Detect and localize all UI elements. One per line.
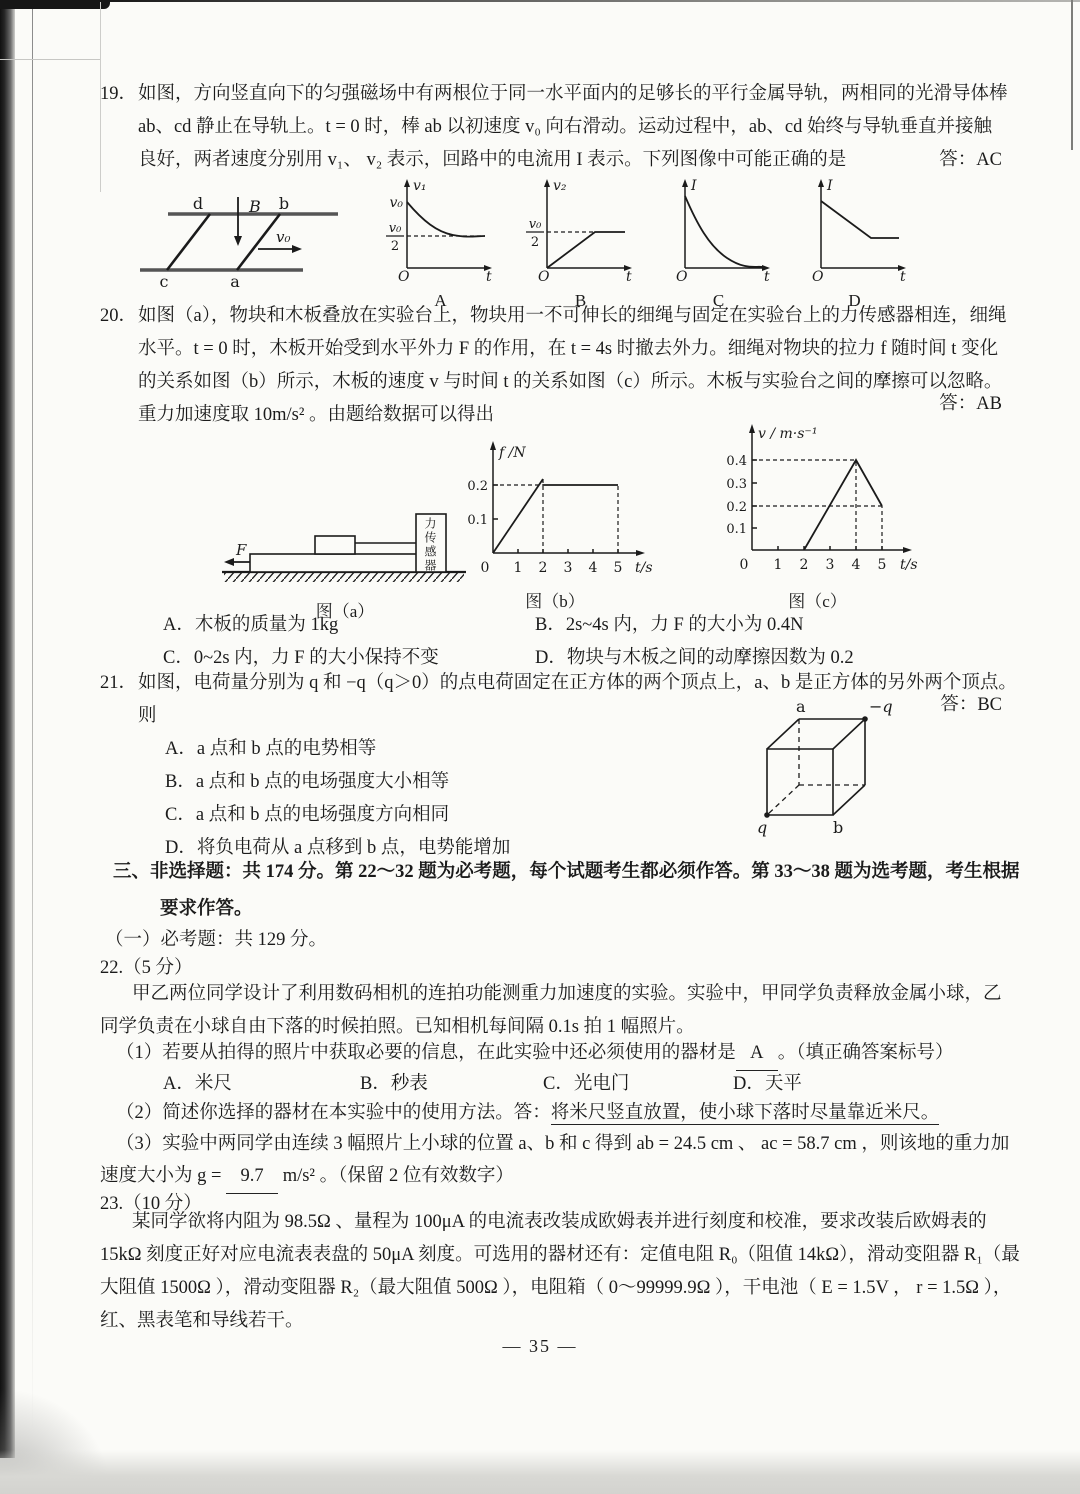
label-a: a (230, 272, 240, 291)
graph-b-svg (523, 176, 638, 284)
q21-option-d: D．将负电荷从 a 点移到 b 点，电势能增加 (165, 838, 511, 858)
label-q: q (757, 818, 768, 837)
scan-corner-mark (0, 0, 110, 9)
frac-num: v₀ (388, 221, 402, 236)
v0-arrow-right-icon (258, 245, 302, 253)
q20-answer: 答：AB (939, 394, 1002, 414)
fig-c-svg (710, 418, 925, 580)
force-sensor-label: 力传感器 (423, 517, 437, 573)
origin-label: O (812, 269, 824, 284)
q21-number: 21． (100, 673, 138, 693)
xtick-3: 3 (563, 560, 573, 576)
x-axis-label: t (900, 269, 906, 284)
cube-svg (745, 699, 905, 839)
ytick-0.2: 0.2 (467, 479, 488, 494)
q22-choice-c: C．光电门 (543, 1074, 630, 1094)
binding-edge (0, 0, 15, 1458)
q22-part3-answer-blank: 9.7 (226, 1160, 278, 1194)
section-3-line-2: 要求作答。 (160, 899, 253, 919)
fig-a (220, 498, 470, 622)
xtick-2: 2 (799, 557, 809, 573)
graph-b (523, 176, 638, 311)
fig-c-caption: 图（c） (788, 592, 847, 611)
q21-line-2: 则 (138, 706, 157, 726)
graph-b-caption: B (574, 291, 587, 310)
axes (749, 424, 912, 553)
q19-answer: 答：AC (939, 150, 1002, 170)
q22-choice-a: A．米尺 (163, 1074, 232, 1094)
y-axis-label: v₂ (553, 178, 567, 194)
q22-para-line-1: 甲乙两位同学设计了利用数码相机的连拍功能测重力加速度的实验。实验中，甲同学负责释放金属小球，乙 (132, 984, 1002, 1004)
label-d: d (192, 194, 204, 213)
q20-number: 20． (100, 306, 138, 326)
question-19 (100, 78, 1024, 177)
required-part-heading: （一）必考题：共 129 分。 (105, 930, 328, 950)
x-axis-label: t (486, 269, 492, 284)
label-neg-q: −q (869, 699, 893, 716)
cube-diagram (745, 699, 905, 851)
charge-q-dot (764, 812, 770, 818)
ytick-0.3: 0.3 (726, 477, 747, 492)
q22-part-3-line-1: （3）实验中两同学由连续 3 幅照片上小球的位置 a、b 和 c 得到 ab = 24.5 cm 、 ac = 58.7 cm ，则该地的重力加 (116, 1134, 1010, 1154)
data-line (493, 479, 618, 553)
fig-b (455, 435, 655, 612)
plank (250, 554, 428, 572)
y-axis-label: I (827, 178, 833, 194)
q21-option-b: B．a 点和 b 点的电场强度大小相等 (165, 772, 450, 792)
origin-label: O (398, 269, 410, 284)
q22-part2-answer: 将米尺竖直放置，使小球下落时尽量靠近米尺。 (550, 1103, 940, 1123)
rail-diagram (138, 184, 343, 299)
origin-zero: 0 (480, 560, 490, 576)
y-axis-label: I (691, 178, 697, 194)
q19-line-1: 19．如图，方向竖直向下的匀强磁场中有两根位于同一水平面内的足够长的平行金属导轨，两相同的光滑导体棒 (100, 78, 1024, 111)
q20-line-2: 水平。t = 0 时，木板开始受到水平外力 F 的作用，在 t = 4s 时撤去外力。细绳对物块的拉力 f 随时间 t 变化 (138, 339, 999, 359)
ytick-0.4: 0.4 (726, 454, 747, 469)
q23-number: 23.（10 分） (100, 1194, 202, 1214)
q19-line-3: 良好，两者速度分别用 v₁、 v₂ 表示，回路中的电流用 I 表示。下列图像中可能正确的是 答：AC (100, 144, 1024, 177)
charge-negq-dot (862, 716, 868, 722)
q19-number: 19． (100, 84, 138, 104)
label-v0: v₀ (276, 228, 291, 246)
q20-option-c: C．0~2s 内，力 F 的大小保持不变 (163, 648, 439, 668)
q22-part1-answer-blank: A (736, 1037, 778, 1071)
origin-label: O (676, 269, 688, 284)
ytick-0.1: 0.1 (726, 522, 747, 537)
cube-solid-edges (767, 719, 865, 815)
rods (167, 214, 280, 270)
q22-number: 22.（5 分） (100, 958, 193, 978)
q20-line-3: 的关系如图（b）所示，木板的速度 v 与时间 t 的关系如图（c）所示。木板与实验台之间的摩擦可以忽略。 (138, 372, 1003, 392)
dashed-guides (493, 479, 618, 553)
xtick-1: 1 (513, 560, 523, 576)
x-axis-label: t (626, 269, 632, 284)
q20-line-4: 重力加速度取 10m/s² 。由题给数据可以得出 (138, 405, 495, 425)
fig-b-caption: 图（b） (525, 592, 585, 611)
label-b: b (833, 818, 844, 837)
label-F: F (236, 541, 247, 559)
curve (547, 232, 625, 268)
xtick-5: 5 (877, 557, 887, 573)
graph-c (661, 176, 776, 311)
q20-options-row-1 (100, 609, 1024, 642)
xtick-4: 4 (588, 560, 598, 576)
fig-b-svg (455, 435, 655, 580)
dashed-guides (752, 460, 882, 550)
graph-a-svg (383, 176, 498, 284)
force-f-arrow-left-icon (224, 558, 250, 566)
graph-d (797, 176, 912, 311)
origin-label: O (538, 269, 550, 284)
graph-a (383, 176, 498, 311)
xtick-3: 3 (825, 557, 835, 573)
q22-choice-b: B．秒表 (360, 1074, 428, 1094)
xtick-2: 2 (538, 560, 548, 576)
label-b: b (278, 194, 290, 213)
frac-den: 2 (390, 239, 400, 254)
q19-line-2: ab、cd 静止在导轨上。t = 0 时，棒 ab 以初速度 v₀ 向右滑动。运动过程中，ab、cd 始终与导轨垂直并接触 (138, 117, 992, 137)
xtick-1: 1 (773, 557, 783, 573)
q21-option-a: A．a 点和 b 点的电势相等 (165, 739, 377, 759)
label-B: B (249, 197, 261, 216)
q20-option-b: B．2s~4s 内，力 F 的大小为 0.4N (535, 615, 804, 635)
q22-part-2: （2）简述你选择的器材在本实验中的使用方法。答：将米尺竖直放置，使小球下落时尽量靠近米尺。 (116, 1103, 940, 1123)
q22-part-1: （1）若要从拍得的照片中获取必要的信息，在此实验中还必须使用的器材是 A 。（填正确答案标号） (100, 1037, 1024, 1071)
q23-line-3: 大阻值 1500Ω ），滑动变阻器 R₂（最大阻值 500Ω ），电阻箱（ 0～99999.9Ω ），干电池（ E = 1.5V ， r = 1.5Ω ）， (100, 1278, 1012, 1298)
xtick-5: 5 (613, 560, 623, 576)
q21-answer: 答：BC (940, 695, 1002, 715)
scan-right-edge (1071, 0, 1073, 150)
graph-a-caption: A (434, 291, 447, 310)
q23-line-4: 红、黑表笔和导线若干。 (100, 1311, 304, 1331)
q22-choice-d: D．天平 (733, 1074, 802, 1094)
section-3-heading (100, 854, 1024, 928)
label-c: c (159, 272, 169, 291)
x-axis-label: t/s (900, 557, 918, 573)
origin-zero: 0 (739, 557, 749, 573)
page-crease-line (32, 4, 33, 1434)
v0-tick: v₀ (389, 195, 403, 211)
q20-options (100, 609, 1024, 675)
q22-para-line-2: 同学负责在小球自由下落的时候拍照。已知相机每间隔 0.1s 拍 1 幅照片。 (100, 1017, 695, 1037)
y-axis-label: v₁ (413, 178, 427, 194)
graph-c-caption: C (712, 291, 725, 310)
scan-top-line (0, 0, 1080, 2)
label-a: a (796, 699, 806, 716)
y-axis-label: v / m·s⁻¹ (758, 426, 818, 442)
rail-diagram-svg (138, 184, 343, 294)
x-axis-label: t/s (635, 560, 653, 576)
frac-num: v₀ (528, 217, 542, 232)
q20-figure-row (100, 412, 1024, 621)
section-3-line-1: 三、非选择题：共 174 分。第 22～32 题为必考题，每个试题考生都必须作答。第 33～38 题为选考题，考生根据 (113, 862, 1020, 882)
q21-line-1: 21．如图，电荷量分别为 q 和 −q（q＞0）的点电荷固定在正方体的两个顶点上，a、b 是正方体的另外两个顶点。 (100, 667, 1024, 700)
block (315, 536, 355, 554)
b-field-arrow-down-icon (234, 197, 242, 246)
question-21 (100, 667, 1024, 865)
ytick-0.2: 0.2 (726, 500, 747, 515)
curve (685, 196, 763, 267)
y-axis-label: f /N (499, 445, 526, 461)
q20-line-1: 20．如图（a），物块和木板叠放在实验台上，物块用一不可伸长的细绳与固定在实验台上的力传感器相连，细绳 (100, 300, 1024, 333)
x-axis-label: t (764, 269, 770, 284)
q23-line-1: 某同学欲将内阻为 98.5Ω 、量程为 100μA 的电流表改装成欧姆表并进行刻度和校准，要求改装后欧姆表的 (132, 1212, 987, 1232)
scan-artifact-horizontal (0, 59, 100, 60)
q22-paragraph (100, 978, 1024, 1044)
q21-option-c: C．a 点和 b 点的电场强度方向相同 (165, 805, 450, 825)
data-line (804, 460, 882, 550)
q20-option-a: A．木板的质量为 1kg (163, 615, 339, 635)
curve (407, 202, 485, 237)
xtick-4: 4 (851, 557, 861, 573)
graph-d-svg (797, 176, 912, 284)
ytick-0.1: 0.1 (467, 513, 488, 528)
scan-bottom-edge (0, 1450, 1080, 1494)
graph-d-caption: D (848, 291, 861, 310)
page-number: — 35 — (502, 1336, 578, 1356)
fig-c (710, 418, 925, 612)
q22-part-3-line-2: 速度大小为 g = 9.7 m/s² 。（保留 2 位有效数字） (100, 1160, 1024, 1194)
q23-paragraph (100, 1206, 1024, 1338)
q19-figure-row (100, 176, 1024, 308)
graph-c-svg (661, 176, 776, 284)
q23-line-2: 15kΩ 刻度正好对应电流表表盘的 50μA 刻度。可选用的器材还有：定值电阻 R₀（阻值 14kΩ），滑动变阻器 R₁（最 (100, 1245, 1020, 1265)
ground-hatching (224, 573, 464, 582)
q20-option-d: D．物块与木板之间的动摩擦因数为 0.2 (535, 648, 854, 668)
curve (821, 201, 899, 238)
frac-den: 2 (530, 235, 540, 250)
fig-a-caption: 图（a） (315, 602, 375, 621)
